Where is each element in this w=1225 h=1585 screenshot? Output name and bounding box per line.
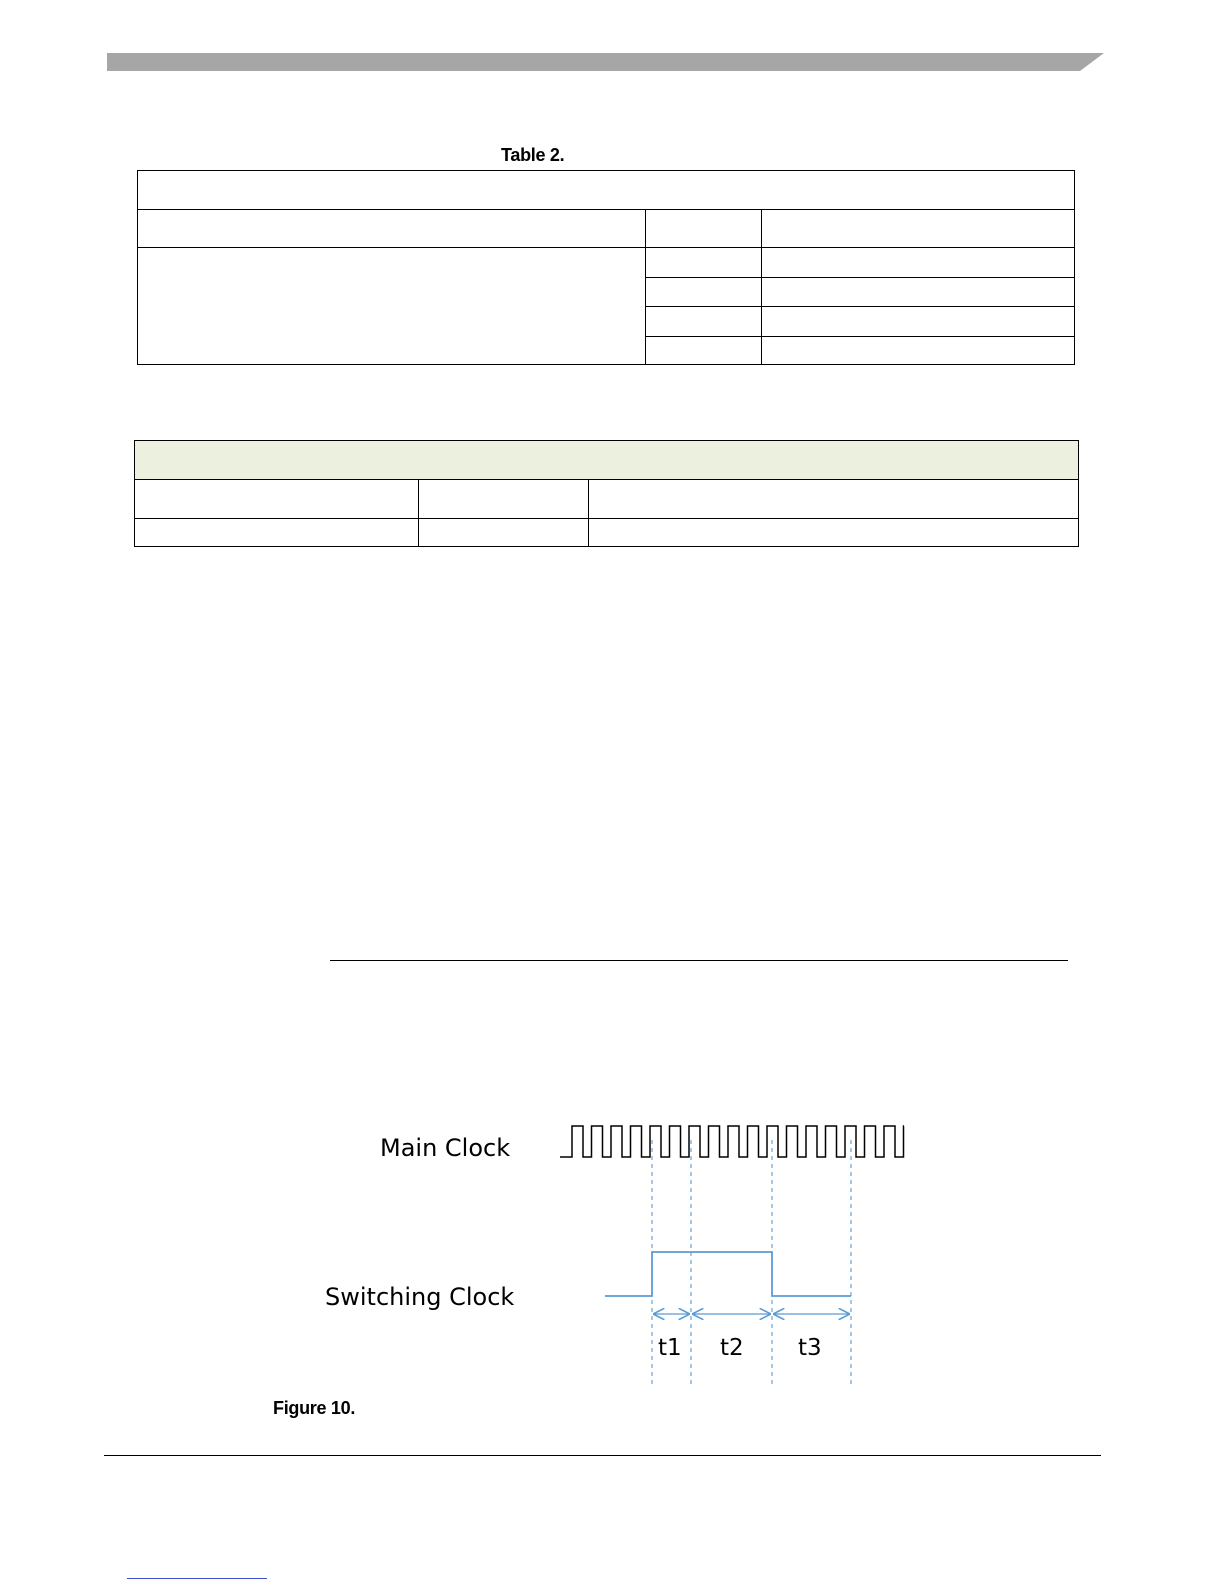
header-cell — [419, 480, 589, 519]
header-band-shape — [107, 53, 1104, 71]
table-title-cell — [135, 441, 1079, 480]
figure-caption: Figure 10. — [273, 1398, 356, 1418]
header-cell — [646, 210, 762, 248]
header-cell — [589, 480, 1079, 519]
table-cell — [762, 307, 1075, 337]
section-divider — [330, 960, 1068, 961]
header-cell — [138, 210, 646, 248]
table-title-row — [135, 441, 1079, 480]
table-header-row — [135, 480, 1079, 519]
table-caption: Table 2. — [501, 145, 565, 165]
table-cell — [646, 248, 762, 278]
switching-clock-label: Switching Clock — [325, 1283, 515, 1311]
interval-label-t2: t2 — [720, 1335, 744, 1361]
table-2 — [137, 170, 1075, 365]
table-row — [135, 519, 1079, 547]
table-cell — [762, 278, 1075, 307]
main-clock-label: Main Clock — [380, 1134, 511, 1162]
interval-label-t3: t3 — [798, 1335, 822, 1361]
table-cell — [646, 307, 762, 337]
table-3 — [134, 440, 1079, 547]
table-cell — [419, 519, 589, 547]
main-clock-waveform — [560, 1126, 904, 1157]
table-cell — [762, 248, 1075, 278]
table-header-row — [138, 210, 1075, 248]
table-cell — [589, 519, 1079, 547]
timing-diagram — [0, 1090, 1225, 1400]
table-title-row — [138, 171, 1075, 210]
table-row — [138, 248, 1075, 278]
page-header-band — [0, 0, 1225, 80]
footer-divider — [104, 1455, 1101, 1456]
table-title-cell — [138, 171, 1075, 210]
header-cell — [762, 210, 1075, 248]
header-cell — [135, 480, 419, 519]
table-cell — [135, 519, 419, 547]
table-cell — [762, 337, 1075, 365]
table-cell — [646, 278, 762, 307]
switching-clock-waveform — [605, 1252, 851, 1296]
table-cell — [646, 337, 762, 365]
interval-label-t1: t1 — [658, 1335, 682, 1361]
footer-link[interactable] — [127, 1578, 267, 1580]
table-cell-merged — [138, 248, 646, 365]
